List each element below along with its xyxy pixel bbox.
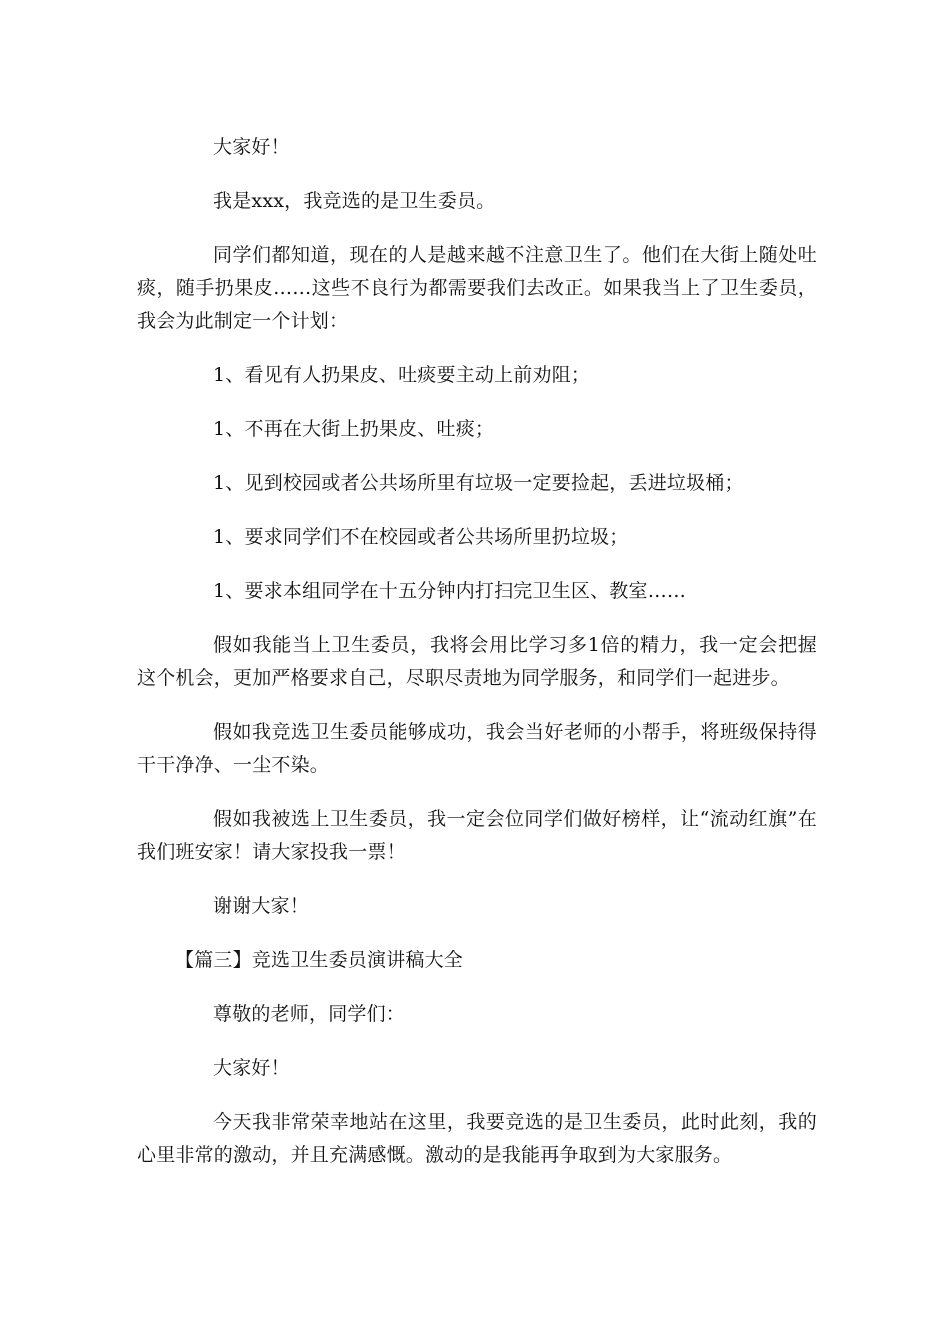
document-body <box>137 131 817 1193</box>
paragraph-greeting: 大家好！ <box>213 1057 290 1079</box>
paragraph-commitment: 假如我能当上卫生委员，我将会用比学习多1倍的精力，我一定会把握这个机会，更加严格要求自己，尽职尽责地为同学服务，和同学们一起进步。 <box>137 634 817 689</box>
paragraph-hygiene-observation: 同学们都知道，现在的人是越来越不注意卫生了。他们在大街上随处吐痰，随手扔果皮……这些不良行为都需要我们去改正。如果我当上了卫生委员，我会为此制定一个计划： <box>137 244 817 332</box>
paragraph-greeting: 大家好！ <box>213 136 290 158</box>
paragraph-vote-request: 假如我被选上卫生委员，我一定会位同学们做好榜样，让“流动红旗”在我们班安家！请大家投我一票！ <box>137 808 817 863</box>
paragraph-introduction: 我是xxx，我竞选的是卫生委员。 <box>213 190 496 212</box>
plan-item: 1、不再在大街上扔果皮、吐痰； <box>213 418 495 440</box>
plan-item: 1、要求本组同学在十五分钟内打扫完卫生区、教室…… <box>213 580 687 602</box>
plan-item: 1、要求同学们不在校园或者公共场所里扔垃圾； <box>213 526 629 548</box>
paragraph-opening: 今天我非常荣幸地站在这里，我要竞选的是卫生委员，此时此刻，我的心里非常的激动，并且充满感慨。激动的是我能再争取到为大家服务。 <box>137 1111 817 1166</box>
paragraph-salutation: 尊敬的老师，同学们： <box>213 1003 406 1025</box>
section-heading: 【篇三】竞选卫生委员演讲稿大全 <box>175 949 464 971</box>
paragraph-thanks: 谢谢大家！ <box>213 895 310 917</box>
plan-item: 1、见到校园或者公共场所里有垃圾一定要捡起，丢进垃圾桶； <box>213 472 744 494</box>
plan-item: 1、看见有人扔果皮、吐痰要主动上前劝阻； <box>213 364 591 386</box>
paragraph-helper: 假如我竞选卫生委员能够成功，我会当好老师的小帮手，将班级保持得干干净净、一尘不染。 <box>137 721 817 776</box>
